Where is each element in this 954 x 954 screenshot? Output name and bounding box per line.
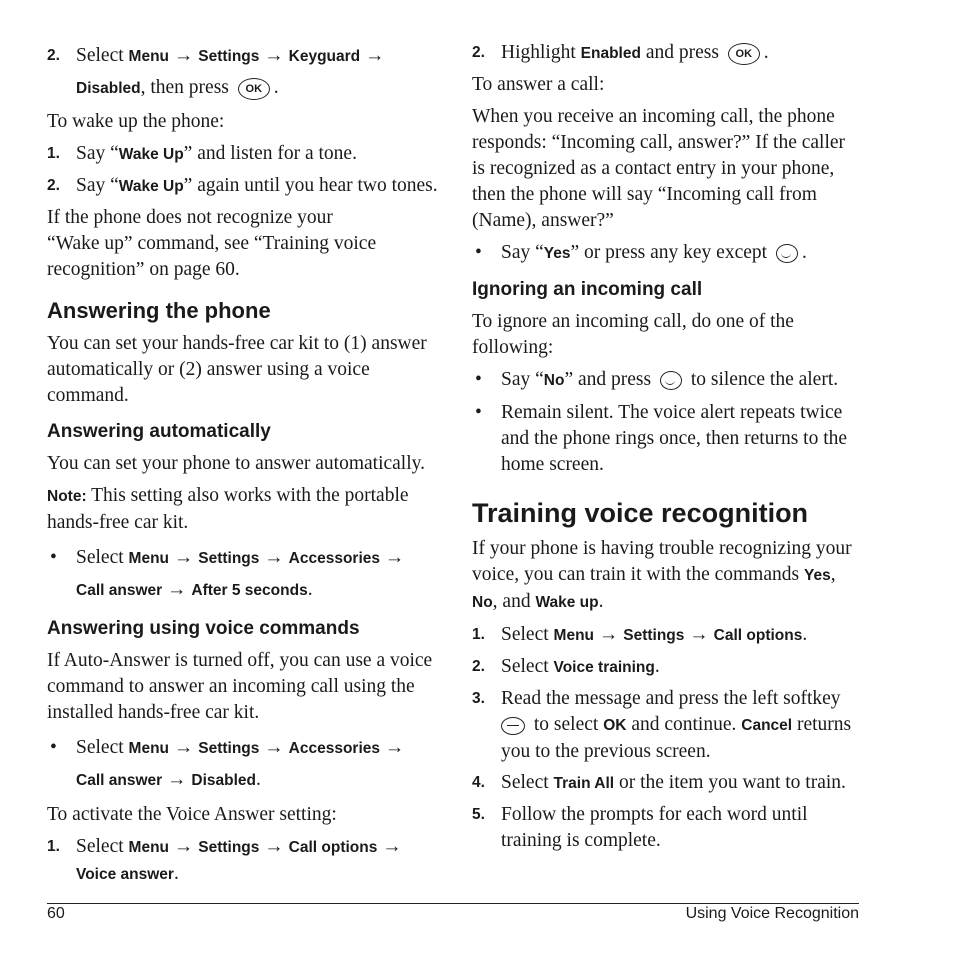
answering-heading: Answering the phone [47, 298, 271, 323]
training-step-5: 5. Follow the prompts for each word until training is complete. [472, 804, 808, 851]
voice-bullet: • Select Menu → Settings → Accessories → Call answer → Disabled. [50, 737, 405, 790]
training-step-4: 4. Select Train All or the item you want to train. [472, 772, 846, 793]
training-heading: Training voice recognition [472, 498, 809, 528]
wake-intro: To wake up the phone: [47, 111, 225, 132]
activate-step: 1. Select Menu → Settings → Call options → Voice answer. [47, 836, 402, 884]
enabled-step: 2. Highlight Enabled and press OK . [472, 42, 769, 63]
remain-bullet: • Remain silent. The voice alert repeats twice and the phone rings once, then returns to the home screen. [475, 402, 848, 475]
ignore-heading: Ignoring an incoming call [472, 279, 703, 300]
auto-text: You can set your phone to answer automatically. [47, 453, 426, 474]
note: Note: This setting also works with the portable hands-free car kit. [47, 485, 409, 533]
voice-text: If Auto-Answer is turned off, you can use a voice command to answer an incoming call using the installed hands-free car kit. [47, 650, 433, 723]
left-softkey-icon [501, 717, 525, 735]
voice-heading: Answering using voice commands [47, 618, 360, 639]
answering-text: You can set your hands-free car kit to (1) answer automatically or (2) answer using a voice command. [47, 333, 427, 406]
left-column [47, 40, 442, 893]
say-no-bullet: • Say “No” and press to silence the alert. [475, 369, 839, 390]
section-name: Using Voice Recognition [685, 905, 859, 922]
ignore-text: To ignore an incoming call, do one of the following: [472, 311, 794, 358]
auto-heading: Answering automatically [47, 421, 271, 442]
training-step-3: 3. Read the message and press the left softkey to select OK and continue. Cancel returns you to the previous screen. [472, 688, 852, 762]
keyguard-step: 2. Select Menu → Settings → Keyguard → Disabled, then press OK . [47, 40, 442, 104]
page-number: 60 [47, 905, 65, 922]
training-step-1: 1. Select Menu → Settings → Call options. [472, 624, 808, 645]
end-key-icon [776, 244, 798, 263]
ok-key-icon: OK [728, 43, 760, 65]
incoming-text: When you receive an incoming call, the phone responds: “Incoming call, answer?” If the caller is recognized as a contact entry in your phone, then the phone will say “Incoming call from (Name), answer?” [472, 106, 846, 231]
not-recognize-text: If the phone does not recognize your “Wake up” command, see “Training voice recognition” on page 60. [47, 207, 377, 280]
say-yes-bullet: • Say “Yes” or press any key except . [475, 242, 807, 263]
auto-bullet: • Select Menu → Settings → Accessories → Call answer → After 5 seconds. [50, 547, 405, 600]
answer-intro: To answer a call: [472, 74, 605, 95]
end-key-icon [660, 371, 682, 390]
ok-key-icon: OK [238, 78, 270, 100]
training-step-2: 2. Select Voice training. [472, 656, 660, 677]
training-text: If your phone is having trouble recognizing your voice, you can train it with the commands Yes, No, and Wake up. [472, 538, 852, 612]
wake-step-1: 1. Say “Wake Up” and listen for a tone. [47, 143, 357, 164]
note-label: Note: [47, 488, 87, 505]
step-number: 2. [47, 47, 60, 64]
wake-step-2: 2. Say “Wake Up” again until you hear two tones. [47, 175, 438, 196]
activate-text: To activate the Voice Answer setting: [47, 804, 337, 825]
right-column [472, 40, 862, 859]
footer-rule [47, 903, 859, 904]
